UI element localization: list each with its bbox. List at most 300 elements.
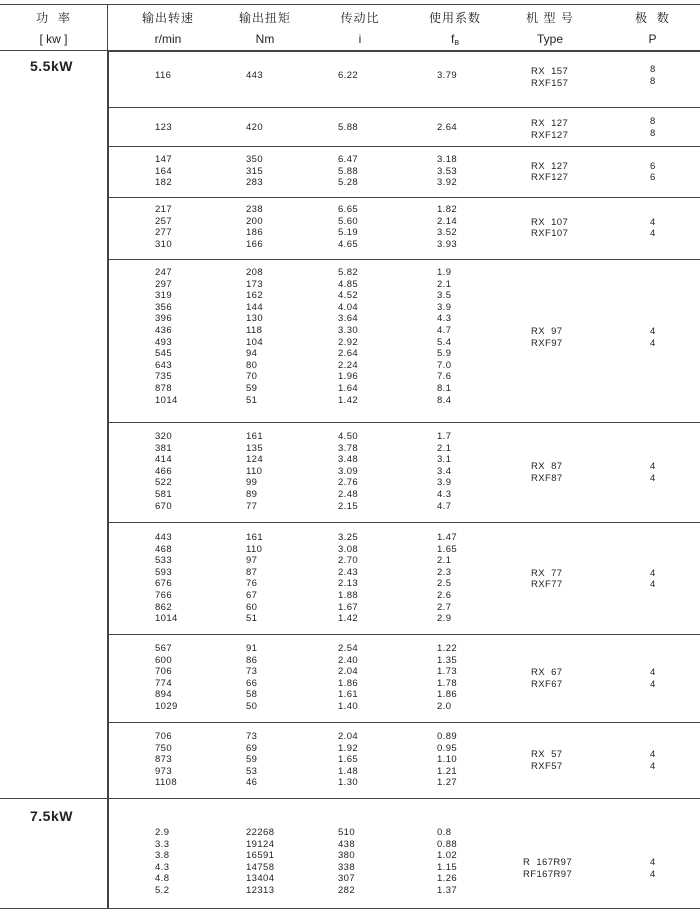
torque-value: 110 — [246, 543, 263, 555]
ratio-value: 2.76 — [338, 477, 359, 489]
factor-value: 2.9 — [437, 613, 452, 625]
ratio-value: 4.85 — [338, 278, 359, 290]
ratio-column — [338, 204, 358, 250]
torque-value: 19124 — [246, 838, 275, 850]
factor-value: 3.18 — [437, 154, 458, 165]
ratio-value: 5.88 — [338, 165, 359, 177]
ratio-value: 4.04 — [338, 301, 359, 313]
speed-column — [155, 643, 178, 713]
ratio-value: 438 — [338, 838, 356, 850]
section-divider — [0, 798, 108, 799]
poles-column — [650, 116, 656, 139]
ratio-value: 5.60 — [338, 215, 359, 227]
torque-value: 50 — [246, 700, 258, 712]
torque-value: 94 — [246, 348, 258, 360]
ratio-value: 5.82 — [338, 267, 359, 278]
ratio-value: 3.64 — [338, 313, 359, 325]
header-torque-label: 输出扭矩 — [238, 11, 291, 25]
ratio-value: 282 — [338, 884, 356, 896]
ratio-column — [338, 122, 358, 134]
torque-column — [246, 204, 263, 250]
speed-value: 973 — [155, 765, 173, 777]
torque-value: 67 — [246, 589, 258, 601]
factor-value: 2.7 — [437, 601, 452, 613]
factor-column — [437, 827, 457, 897]
speed-value: 164 — [155, 165, 173, 177]
ratio-value: 6.65 — [338, 204, 359, 215]
type-column — [531, 461, 563, 484]
ratio-value: 3.78 — [338, 442, 359, 454]
header-factor-unit — [400, 29, 510, 52]
torque-column — [246, 154, 263, 189]
torque-value: 173 — [246, 278, 264, 290]
type-column — [531, 326, 563, 349]
speed-value: 277 — [155, 227, 173, 239]
torque-value: 86 — [246, 654, 258, 666]
factor-value: 1.35 — [437, 654, 458, 666]
torque-value: 91 — [246, 643, 258, 654]
factor-value: 1.21 — [437, 765, 458, 777]
header-power — [0, 8, 107, 50]
ratio-column — [338, 267, 358, 406]
header-type-unit: Type — [536, 32, 563, 46]
model-type-value: RX 127 — [531, 160, 569, 172]
speed-value: 147 — [155, 154, 173, 165]
poles-value: 4 — [650, 579, 656, 591]
data-group — [108, 259, 700, 423]
torque-value: 53 — [246, 765, 258, 777]
header-poles — [605, 8, 700, 50]
torque-column — [246, 431, 263, 512]
ratio-value: 1.61 — [338, 689, 359, 701]
torque-value: 315 — [246, 165, 264, 177]
ratio-value: 3.48 — [338, 454, 359, 466]
factor-value: 4.3 — [437, 488, 452, 500]
torque-value: 186 — [246, 227, 264, 239]
type-column — [531, 66, 568, 89]
poles-value: 8 — [650, 64, 656, 75]
torque-value: 161 — [246, 431, 264, 442]
data-group — [108, 51, 700, 108]
torque-value: 77 — [246, 500, 258, 512]
factor-value: 4.3 — [437, 313, 452, 325]
ratio-value: 1.42 — [338, 613, 359, 625]
model-type-value: R 167R97 — [523, 857, 573, 869]
factor-value: 2.0 — [437, 700, 452, 712]
ratio-value: 2.64 — [338, 348, 359, 360]
model-type-value: RF167R97 — [523, 868, 573, 880]
factor-value: 1.26 — [437, 873, 458, 885]
torque-value: 22268 — [246, 827, 275, 838]
torque-column — [246, 122, 263, 134]
speed-value: 706 — [155, 731, 173, 742]
factor-value: 8.1 — [437, 382, 452, 394]
factor-value: 3.1 — [437, 454, 452, 466]
model-type-value: RX 97 — [531, 326, 563, 337]
speed-column — [155, 827, 169, 897]
torque-column — [246, 643, 257, 713]
model-type-value: RXF87 — [531, 472, 563, 484]
factor-value: 5.4 — [437, 336, 452, 348]
factor-column — [437, 532, 457, 625]
speed-value: 567 — [155, 643, 173, 654]
header-speed-label: 输出转速 — [141, 11, 194, 25]
type-column — [531, 161, 568, 184]
factor-value: 1.02 — [437, 850, 458, 862]
torque-value: 420 — [246, 122, 264, 133]
speed-value: 862 — [155, 601, 173, 613]
ratio-value: 1.86 — [338, 677, 359, 689]
torque-value: 89 — [246, 488, 258, 500]
factor-value: 1.22 — [437, 643, 458, 654]
ratio-value: 2.15 — [338, 500, 359, 512]
factor-value: 1.65 — [437, 543, 458, 555]
ratio-column — [338, 70, 358, 82]
speed-value: 217 — [155, 204, 173, 215]
ratio-value: 5.88 — [338, 122, 359, 133]
poles-column — [650, 749, 656, 772]
speed-value: 774 — [155, 677, 173, 689]
type-column — [531, 118, 568, 141]
torque-value: 80 — [246, 359, 258, 371]
poles-value: 4 — [650, 228, 656, 240]
speed-value: 545 — [155, 348, 173, 360]
factor-value: 1.73 — [437, 666, 458, 678]
factor-column — [437, 643, 457, 713]
poles-value: 4 — [650, 678, 656, 690]
speed-value: 319 — [155, 290, 173, 302]
torque-column — [246, 70, 263, 82]
model-type-value: RXF127 — [531, 172, 569, 184]
torque-value: 69 — [246, 742, 258, 754]
speed-value: 735 — [155, 371, 173, 383]
poles-value: 4 — [650, 472, 656, 484]
data-group — [108, 798, 700, 909]
speed-value: 750 — [155, 742, 173, 754]
speed-value: 1014 — [155, 394, 178, 406]
data-group — [108, 107, 700, 147]
torque-value: 16591 — [246, 850, 275, 862]
speed-value: 593 — [155, 566, 173, 578]
ratio-value: 1.65 — [338, 754, 359, 766]
ratio-value: 380 — [338, 850, 356, 862]
factor-value: 4.7 — [437, 500, 452, 512]
speed-value: 1029 — [155, 700, 178, 712]
factor-column — [437, 122, 457, 134]
torque-value: 161 — [246, 532, 264, 543]
torque-value: 97 — [246, 555, 258, 567]
factor-value: 3.93 — [437, 238, 458, 250]
speed-value: 310 — [155, 238, 173, 250]
torque-value: 76 — [246, 578, 258, 590]
factor-value: 2.6 — [437, 589, 452, 601]
poles-value: 4 — [650, 461, 656, 472]
type-column — [531, 568, 563, 591]
torque-value: 166 — [246, 238, 264, 250]
speed-column — [155, 122, 172, 134]
header-factor — [400, 8, 510, 52]
data-group — [108, 422, 700, 523]
ratio-value: 6.22 — [338, 70, 359, 81]
header-ratio — [305, 8, 415, 50]
ratio-value: 1.67 — [338, 601, 359, 613]
speed-value: 600 — [155, 654, 173, 666]
factor-value: 1.10 — [437, 754, 458, 766]
model-type-value: RXF57 — [531, 760, 563, 772]
torque-column — [246, 827, 274, 897]
torque-value: 66 — [246, 677, 258, 689]
ratio-value: 1.96 — [338, 371, 359, 383]
poles-column — [650, 667, 656, 690]
torque-value: 59 — [246, 382, 258, 394]
torque-value: 12313 — [246, 884, 275, 896]
factor-value: 3.9 — [437, 477, 452, 489]
speed-value: 182 — [155, 177, 173, 189]
factor-value: 3.4 — [437, 465, 452, 477]
model-type-value: RXF77 — [531, 579, 563, 591]
ratio-value: 2.40 — [338, 654, 359, 666]
torque-value: 60 — [246, 601, 258, 613]
factor-value: 1.47 — [437, 532, 458, 543]
factor-column — [437, 431, 451, 512]
ratio-value: 3.08 — [338, 543, 359, 555]
torque-value: 14758 — [246, 861, 275, 873]
torque-value: 110 — [246, 465, 263, 477]
ratio-value: 3.30 — [338, 324, 359, 336]
factor-value: 7.0 — [437, 359, 452, 371]
factor-value: 0.95 — [437, 742, 458, 754]
factor-value: 3.92 — [437, 177, 458, 189]
poles-value: 8 — [650, 127, 656, 139]
torque-value: 104 — [246, 336, 264, 348]
speed-value: 257 — [155, 215, 173, 227]
speed-value: 4.3 — [155, 861, 170, 873]
factor-value: 2.14 — [437, 215, 458, 227]
factor-value: 3.5 — [437, 290, 452, 302]
header-torque — [210, 8, 320, 50]
ratio-value: 2.70 — [338, 555, 359, 567]
speed-value: 522 — [155, 477, 173, 489]
speed-value: 356 — [155, 301, 173, 313]
poles-value: 4 — [650, 326, 656, 337]
poles-value: 4 — [650, 567, 656, 579]
speed-value: 381 — [155, 442, 173, 454]
torque-value: 200 — [246, 215, 264, 227]
poles-value: 6 — [650, 160, 656, 172]
speed-value: 436 — [155, 324, 173, 336]
torque-value: 73 — [246, 731, 258, 742]
torque-value: 51 — [246, 394, 258, 406]
ratio-value: 2.54 — [338, 643, 359, 654]
header-poles-label: 极 数 — [635, 11, 670, 25]
speed-value: 1014 — [155, 613, 178, 625]
speed-column — [155, 532, 178, 625]
torque-value: 51 — [246, 613, 258, 625]
speed-value: 396 — [155, 313, 173, 325]
ratio-column — [338, 431, 358, 512]
header-factor-unit-main: f — [450, 32, 455, 46]
speed-column — [155, 731, 177, 789]
ratio-value: 1.48 — [338, 765, 359, 777]
header-type-label: 机 型 号 — [526, 11, 574, 25]
factor-value: 4.7 — [437, 324, 452, 336]
poles-column — [650, 161, 656, 184]
speed-value: 894 — [155, 689, 173, 701]
ratio-value: 3.25 — [338, 532, 359, 543]
torque-value: 99 — [246, 477, 258, 489]
speed-value: 676 — [155, 578, 173, 590]
speed-value: 533 — [155, 555, 173, 567]
ratio-value: 1.40 — [338, 700, 359, 712]
speed-value: 878 — [155, 382, 173, 394]
model-type-value: RX 77 — [531, 567, 563, 579]
factor-value: 3.79 — [437, 70, 458, 81]
speed-value: 873 — [155, 754, 173, 766]
poles-column — [650, 64, 656, 87]
header-factor-unit-sub: B — [454, 40, 459, 47]
ratio-value: 4.65 — [338, 238, 359, 250]
speed-column — [155, 204, 172, 250]
torque-value: 144 — [246, 301, 264, 313]
header-power-unit: [ kw ] — [39, 32, 68, 46]
ratio-value: 338 — [338, 861, 356, 873]
model-type-value: RXF97 — [531, 337, 563, 349]
poles-value: 8 — [650, 75, 656, 87]
factor-value: 0.88 — [437, 838, 458, 850]
factor-value: 1.9 — [437, 267, 452, 278]
factor-value: 2.1 — [437, 442, 452, 454]
speed-value: 493 — [155, 336, 173, 348]
ratio-value: 2.48 — [338, 488, 359, 500]
ratio-value: 2.43 — [338, 566, 359, 578]
speed-value: 3.3 — [155, 838, 170, 850]
poles-value: 4 — [650, 760, 656, 772]
speed-value: 4.8 — [155, 873, 170, 885]
speed-column — [155, 267, 178, 406]
speed-value: 766 — [155, 589, 173, 601]
model-type-value: RX 57 — [531, 749, 563, 761]
data-group — [108, 522, 700, 635]
poles-value: 4 — [650, 337, 656, 349]
ratio-value: 510 — [338, 827, 356, 838]
table-bottom-rule — [0, 908, 108, 909]
factor-value: 1.86 — [437, 689, 458, 701]
factor-column — [437, 204, 457, 250]
factor-value: 1.15 — [437, 861, 458, 873]
header-type — [495, 8, 605, 50]
factor-value: 8.4 — [437, 394, 452, 406]
model-type-value: RX 157 — [531, 66, 569, 77]
torque-value: 58 — [246, 689, 258, 701]
torque-value: 238 — [246, 204, 264, 215]
speed-value: 116 — [155, 70, 172, 81]
ratio-column — [338, 827, 355, 897]
ratio-value: 6.47 — [338, 154, 359, 165]
torque-value: 208 — [246, 267, 264, 278]
model-type-value: RXF127 — [531, 129, 569, 141]
factor-value: 3.52 — [437, 227, 458, 239]
header-speed-unit: r/min — [154, 32, 182, 46]
ratio-column — [338, 731, 358, 789]
ratio-column — [338, 643, 358, 713]
poles-value: 4 — [650, 868, 656, 880]
torque-value: 59 — [246, 754, 258, 766]
factor-value: 1.37 — [437, 884, 458, 896]
type-column — [531, 217, 568, 240]
speed-value: 1108 — [155, 777, 178, 789]
factor-value: 2.1 — [437, 278, 452, 290]
factor-column — [437, 70, 457, 82]
speed-column — [155, 154, 172, 189]
torque-value: 443 — [246, 70, 264, 81]
factor-value: 7.6 — [437, 371, 452, 383]
model-type-value: RX 67 — [531, 667, 563, 679]
poles-value: 4 — [650, 216, 656, 228]
header-factor-label: 使用系数 — [428, 11, 481, 25]
speed-value: 123 — [155, 122, 173, 133]
type-column — [523, 857, 572, 880]
ratio-value: 2.04 — [338, 666, 359, 678]
data-group — [108, 197, 700, 260]
speed-value: 2.9 — [155, 827, 170, 838]
torque-value: 73 — [246, 666, 258, 678]
factor-column — [437, 731, 457, 789]
ratio-value: 1.42 — [338, 394, 359, 406]
ratio-value: 5.19 — [338, 227, 359, 239]
factor-value: 2.3 — [437, 566, 452, 578]
ratio-value: 2.13 — [338, 578, 359, 590]
factor-value: 1.78 — [437, 677, 458, 689]
torque-column — [246, 532, 263, 625]
ratio-value: 2.24 — [338, 359, 359, 371]
poles-column — [650, 857, 656, 880]
header-ratio-label: 传动比 — [340, 11, 380, 25]
factor-value: 3.9 — [437, 301, 452, 313]
ratio-column — [338, 532, 358, 625]
data-group — [108, 146, 700, 198]
speed-value: 3.8 — [155, 850, 170, 862]
model-type-value: RXF157 — [531, 77, 569, 89]
speed-value: 297 — [155, 278, 173, 290]
torque-value: 130 — [246, 313, 264, 325]
poles-value: 4 — [650, 857, 656, 869]
factor-value: 1.27 — [437, 777, 458, 789]
power-label-7-5kw: 7.5kW — [30, 808, 73, 824]
poles-column — [650, 461, 656, 484]
speed-value: 247 — [155, 267, 173, 278]
data-group — [108, 634, 700, 723]
power-label-5-5kw: 5.5kW — [30, 58, 73, 74]
ratio-value: 5.28 — [338, 177, 359, 189]
speed-value: 468 — [155, 543, 173, 555]
model-type-value: RX 87 — [531, 461, 563, 472]
speed-value: 466 — [155, 465, 173, 477]
speed-value: 706 — [155, 666, 173, 678]
header-torque-unit: Nm — [255, 32, 275, 46]
type-column — [531, 667, 563, 690]
factor-column — [437, 154, 457, 189]
ratio-value: 3.09 — [338, 465, 359, 477]
factor-column — [437, 267, 451, 406]
ratio-value: 1.88 — [338, 589, 359, 601]
torque-value: 124 — [246, 454, 264, 466]
factor-value: 3.53 — [437, 165, 458, 177]
speed-value: 414 — [155, 454, 173, 466]
ratio-value: 1.92 — [338, 742, 359, 754]
torque-value: 13404 — [246, 873, 275, 885]
torque-value: 46 — [246, 777, 258, 789]
header-power-label: 功 率 — [36, 11, 71, 25]
